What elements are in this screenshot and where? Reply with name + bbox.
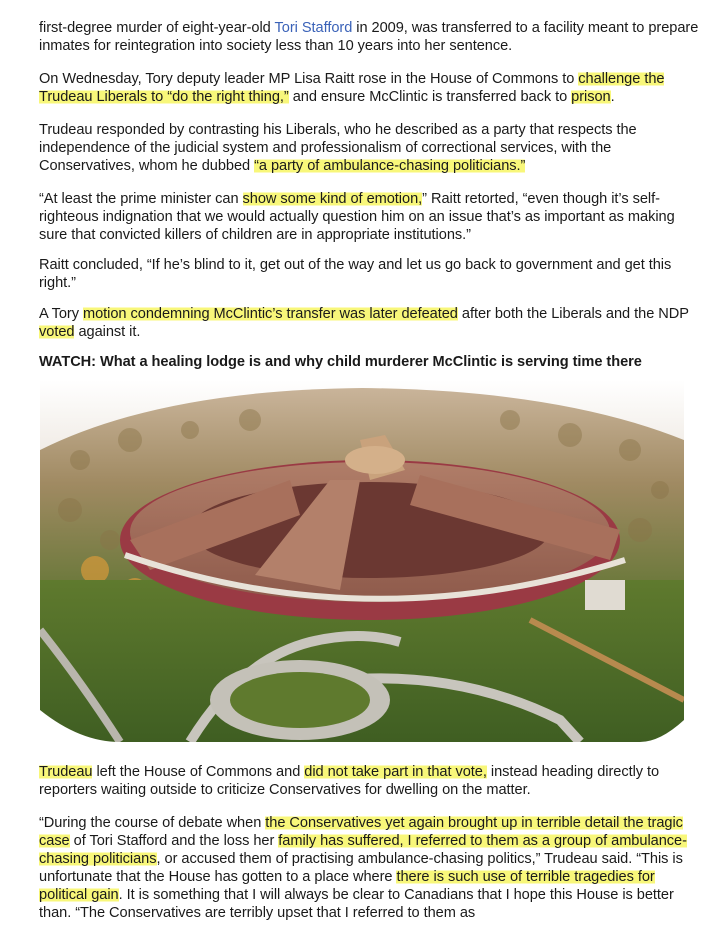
highlighted-text: prison — [571, 89, 611, 105]
highlighted-text: motion condemning McClintic’s transfer was later defeated — [83, 306, 458, 322]
paragraph-4 — [39, 190, 699, 244]
text: “At least the prime minister can — [39, 191, 243, 207]
highlighted-text: did not take part in that vote, — [304, 764, 487, 780]
text: instead heading directly to reporters waiting outside to criticize Conservatives for dwelling on the matter. — [39, 764, 660, 798]
text: ” Raitt retorted, “even though it’s self-righteous indignation that we would actually question him on an issue that’s as important as making sure that convicted killers of children are in appropriate institutions.” — [39, 191, 675, 243]
text: left the House of Commons and — [92, 764, 305, 780]
text: first-degree murder of eight-year-old — [39, 20, 275, 36]
highlighted-text: the Conservatives yet again brought up in terrible detail the tragic case — [39, 815, 683, 849]
paragraph-6 — [39, 305, 699, 341]
tori-stafford-link[interactable]: Tori Stafford — [274, 20, 353, 36]
text: . — [610, 89, 615, 105]
text: Trudeau responded by contrasting his Liberals, who he described as a party that respects the independence of the judicial system and professionalism of correctional services, with the Conservatives, whom he dubbed — [39, 122, 637, 174]
paragraph-9 — [39, 814, 699, 922]
text: after both the Liberals and the NDP — [457, 306, 689, 322]
text: . It is something that I will always be clear to Canadians that I hope this House is better than. “The Conservatives are terribly upset that I referred to them as — [39, 887, 674, 921]
text: in 2009, was transferred to a facility meant to prepare inmates for reintegration into society less than 10 years into her sentence. — [39, 20, 699, 54]
highlighted-text: “a party of ambulance-chasing politicians.” — [254, 158, 526, 174]
paragraph-3 — [39, 121, 699, 175]
highlighted-text: Trudeau — [39, 764, 93, 780]
highlighted-text: voted — [39, 324, 75, 340]
text: of Tori Stafford and the loss her — [69, 833, 279, 849]
paragraph-5: Raitt concluded, “If he’s blind to it, get out of the way and let us go back to government and get this right.” — [39, 257, 672, 291]
highlighted-text: show some kind of emotion, — [242, 191, 423, 207]
text: On Wednesday, Tory deputy leader MP Lisa Raitt rose in the House of Commons to — [39, 71, 579, 87]
text: against it. — [74, 324, 141, 340]
text: and ensure McClintic is transferred back to — [288, 89, 572, 105]
healing-lodge-aerial-photo — [40, 380, 684, 742]
watch-heading: WATCH: What a healing lodge is and why child murderer McClintic is serving time there — [39, 354, 642, 370]
text: , or accused them of practising ambulance-chasing politics,” Trudeau said. “This is unfortunate that the House has gotten to a place where — [39, 851, 683, 885]
paragraph-2 — [39, 70, 699, 106]
text: “During the course of debate when — [39, 815, 266, 831]
paragraph-8 — [39, 763, 699, 799]
paragraph-1 — [39, 19, 699, 55]
text: A Tory — [39, 306, 83, 322]
highlighted-text: family has suffered, I referred to them as a group of ambulance-chasing politicians — [39, 833, 687, 867]
highlighted-text: there is such use of terrible tragedies for political gain — [39, 869, 655, 903]
highlighted-text: challenge the Trudeau Liberals to “do the right thing,” — [39, 71, 665, 105]
